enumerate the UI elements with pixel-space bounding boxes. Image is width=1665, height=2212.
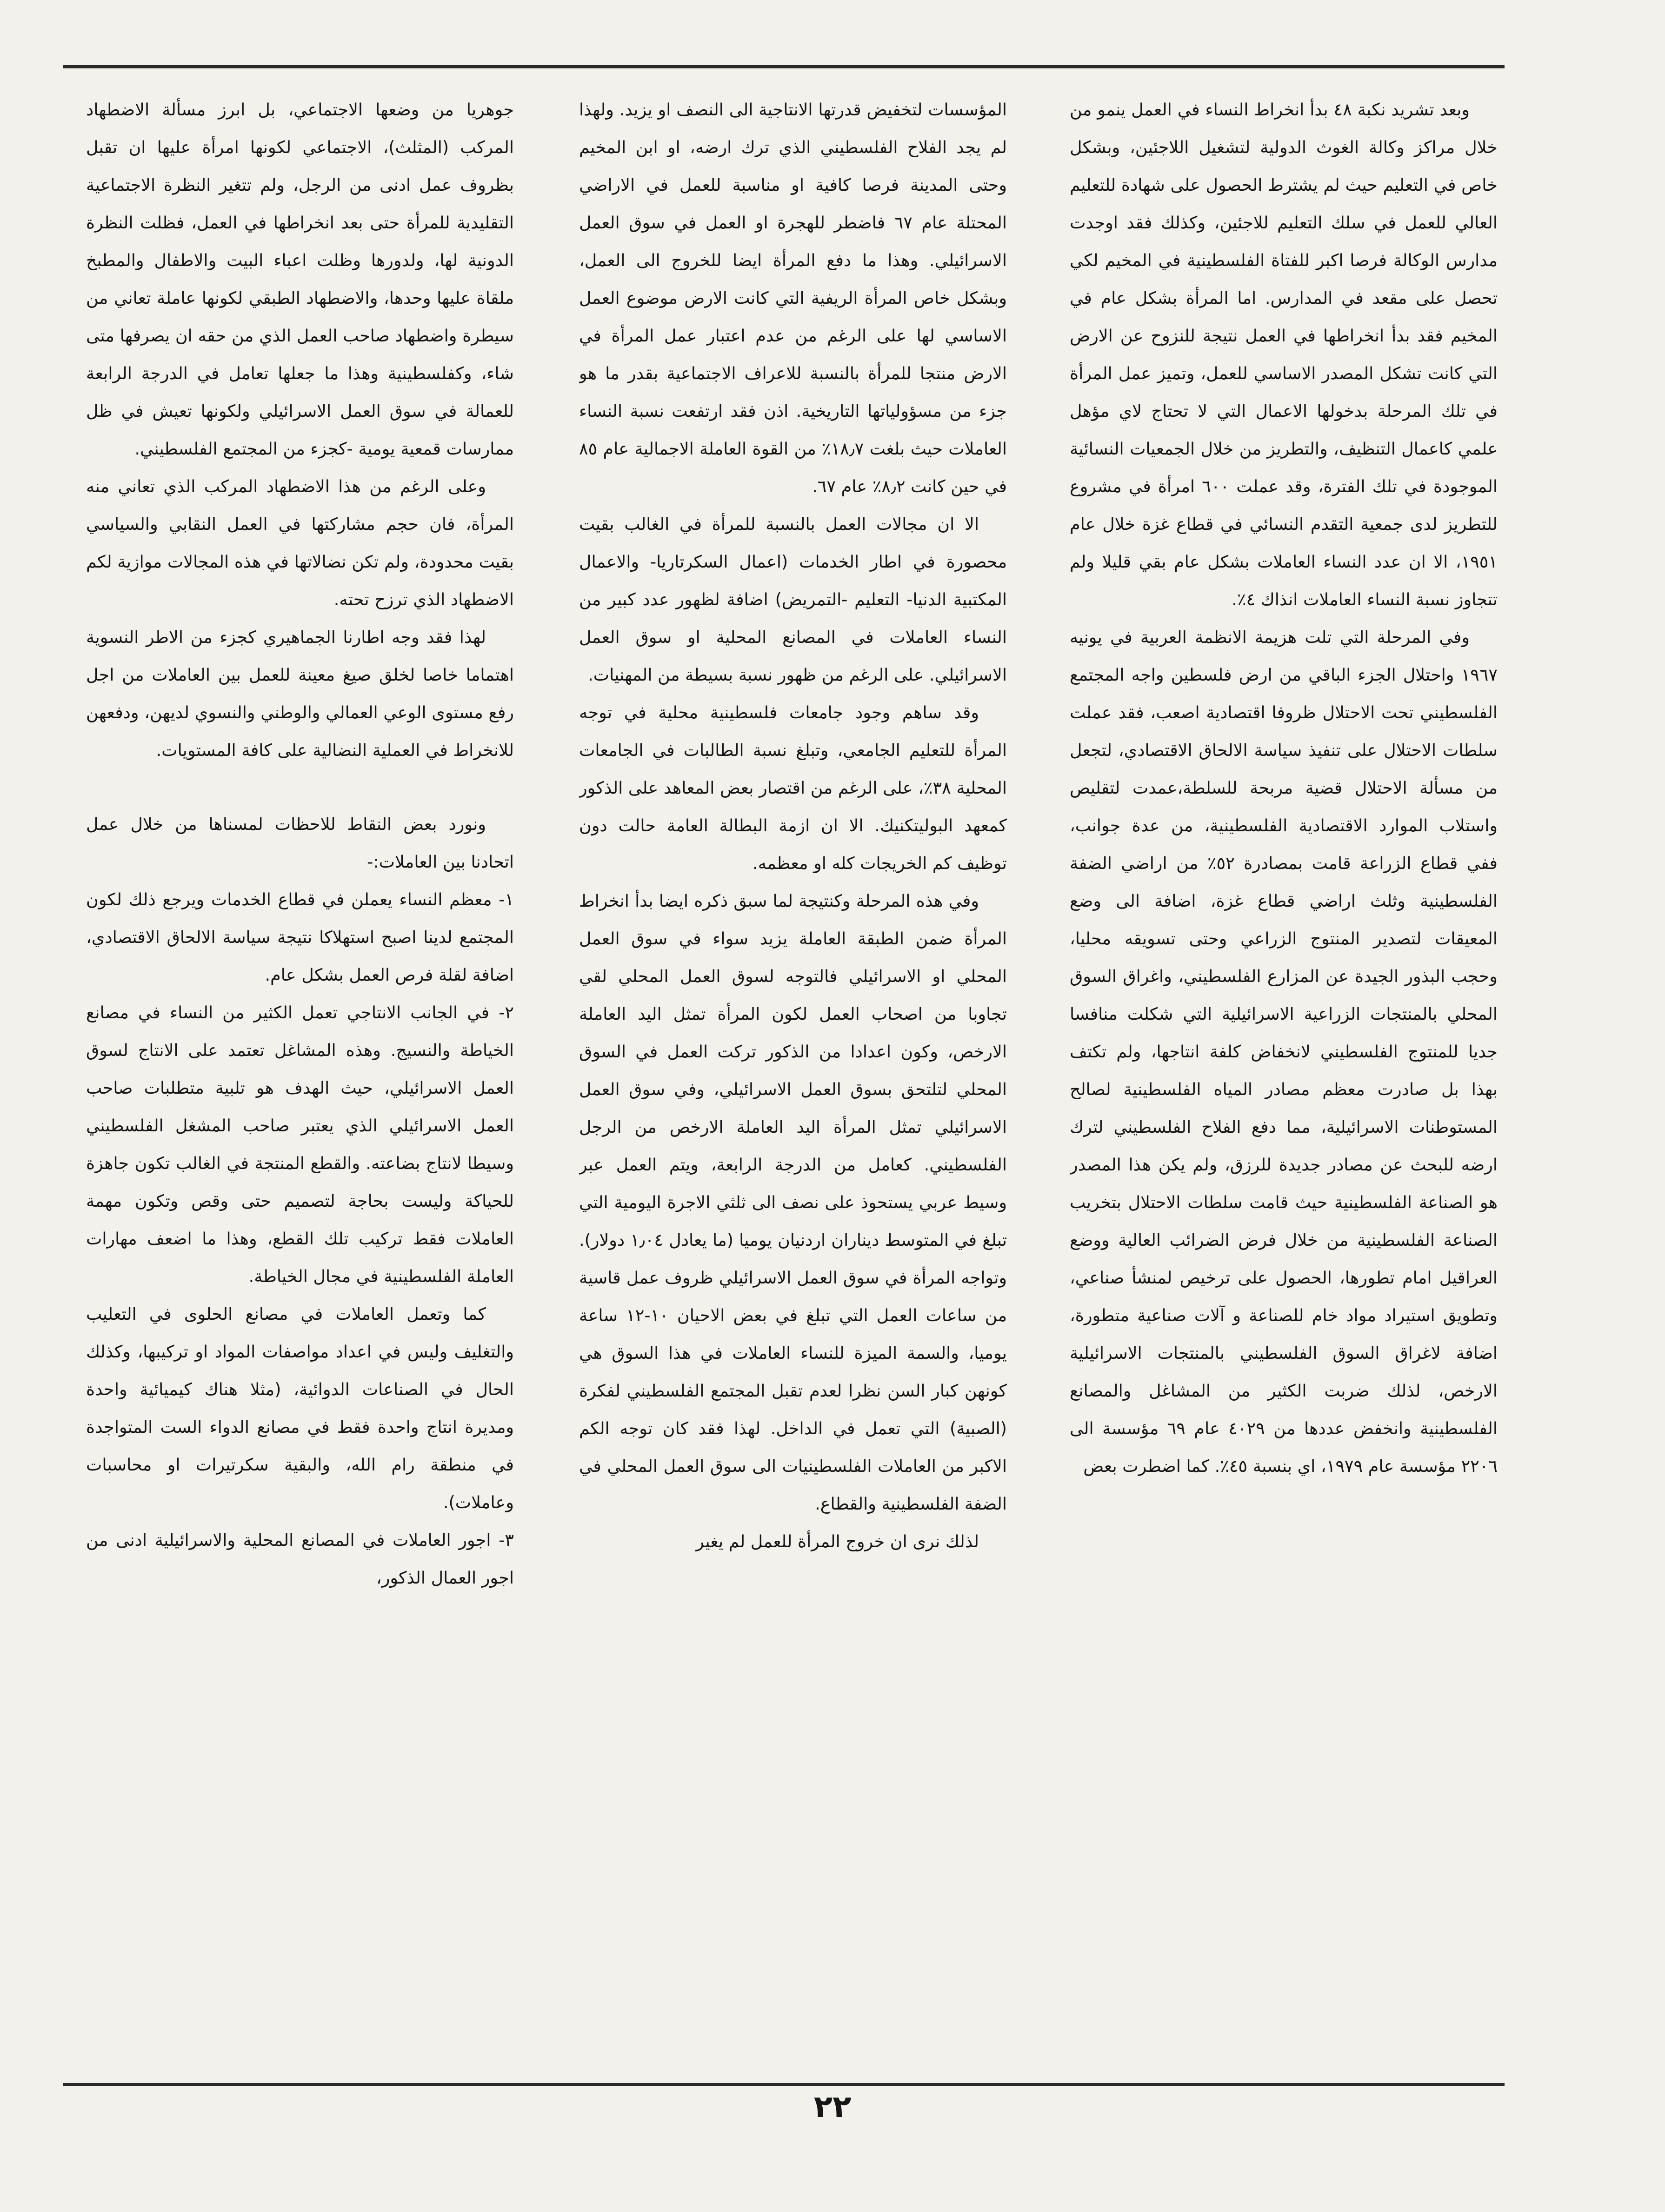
text-column-right	[1070, 91, 1498, 2056]
paragraph: وقد ساهم وجود جامعات فلسطينية محلية في توجه المرأة للتعليم الجامعي، وتبلغ نسبة الطالبات في الجامعات المحلية ٣٨٪، على الرغم من اقتصار بعض المعاهد على الذكور كمعهد البوليتكنيك. الا ان ازمة البطالة العامة حالت دون توظيف كم الخريجات كله او معظمه.	[579, 702, 1007, 873]
list-item: ٢- في الجانب الانتاجي تعمل الكثير من النساء في مصانع الخياطة والنسيج. وهذه المشاغل تعتمد على الانتاج لسوق العمل الاسرائيلي، حيث الهدف هو تلبية متطلبات صاحب العمل الاسرائيلي الذي يعتبر صاحب المشغل الفلسطيني وسيطا لانتاج بضاعته. والقطع المنتجة في الغالب تكون جاهزة للحياكة وليست بحاجة لتصميم حتى وقص وتكون مهمة العاملات فقط تركيب تلك القطع، وهذا ما اضعف مهارات العاملة الفلسطينية في مجال الخياطة.	[86, 1002, 514, 1286]
text-column-middle	[579, 91, 1007, 2056]
list-item: ٣- اجور العاملات في المصانع المحلية والاسرائيلية ادنى من اجور العمال الذكور،	[86, 1530, 514, 1588]
paragraph: وفي المرحلة التي تلت هزيمة الانظمة العربية في يونيه ١٩٦٧ واحتلال الجزء الباقي من ارض فلسطين واجه المجتمع الفلسطيني تحت الاحتلال ظروفا اقتصادية اصعب، فقد عملت سلطات الاحتلال على تنفيذ سياسة الالحاق الاقتصادي، لتجعل من مسألة الاحتلال قضية مربحة للسلطة،عمدت لتقليص واستلاب الموارد الاقتصادية الفلسطينية، من عدة جوانب، ففي قطاع الزراعة قامت بمصادرة ٥٢٪ من اراضي الضفة الفلسطينية وثلث اراضي قطاع غزة، اضافة الى وضع المعيقات لتصدير المنتوج الزراعي وحتى تسويقه محليا، وحجب البذور الجيدة عن المزارع الفلسطيني، واغراق السوق المحلي بالمنتجات الزراعية الاسرائيلية التي شكلت منافسا جديا للمنتوج الفلسطيني لانخفاض كلفة انتاجها، ولم تكتف بهذا بل صادرت معظم مصادر المياه الفلسطينية لصالح المستوطنات الاسرائيلية، مما دفع الفلاح الفلسطيني لترك ارضه للبحث عن مصادر جديدة للرزق، ولم يكن هذا المصدر هو الصناعة الفلسطينية حيث قامت سلطات الاحتلال بتخريب الصناعة الفلسطينية من خلال فرض الضرائب العالية ووضع العراقيل امام تطورها، الحصول على ترخيص لمنشأ صناعي، وتطويق استيراد مواد خام للصناعة و آلات صناعية متطورة، اضافة لاغراق السوق الفلسطيني بالمنتجات الاسرائيلية الارخص، لذلك ضربت الكثير من المشاغل والمصانع الفلسطينية وانخفض عددها من ٤٠٢٩ عام ٦٩ مؤسسة الى ٢٢٠٦ مؤسسة عام ١٩٧٩، اي بنسبة ٤٥٪. كما اضطرت بعض	[1070, 627, 1498, 1476]
paragraph: المؤسسات لتخفيض قدرتها الانتاجية الى النصف او يزيد. ولهذا لم يجد الفلاح الفلسطيني الذي ترك ارضه، او ابن المخيم وحتى المدينة فرصا كافية او مناسبة للعمل في الاراضي المحتلة عام ٦٧ فاضطر للهجرة او العمل في سوق العمل الاسرائيلي. وهذا ما دفع المرأة ايضا للخروج الى العمل، وبشكل خاص المرأة الريفية التي كانت الارض موضوع العمل الاساسي لها على الرغم من عدم اعتبار عمل المرأة في الارض منتجا للمرأة بالنسبة للاعراف الاجتماعية بقدر ما هو جزء من مسؤولياتها التاريخية. اذن فقد ارتفعت نسبة النساء العاملات حيث بلغت ١٨٫٧٪ من القوة العاملة الاجمالية عام ٨٥ في حين كانت ٨٫٢٪ عام ٦٧.	[579, 100, 1007, 496]
paragraph: كما وتعمل العاملات في مصانع الحلوى في التعليب والتغليف وليس في اعداد مواصفات المواد او تركيبها، وكذلك الحال في الصناعات الدوائية، (مثلا هناك كيميائية واحدة ومديرة انتاج واحدة فقط في مصانع الدواء الست المتواجدة في منطقة رام الله، والبقية سكرتيرات او محاسبات وعاملات).	[86, 1304, 514, 1512]
paragraph: وعلى الرغم من هذا الاضطهاد المركب الذي تعاني منه المرأة، فان حجم مشاركتها في العمل النقابي والسياسي بقيت محدودة، ولم تكن نضالاتها في هذه المجالات موازية لكم الاضطهاد الذي ترزح تحته.	[86, 476, 514, 609]
paragraph: لهذا فقد وجه اطارنا الجماهيري كجزء من الاطر النسوية اهتماما خاصا لخلق صيغ معينة للعمل بين العاملات من اجل رفع مستوى الوعي العمالي والوطني والنسوي لديهن، ودفعهن للانخراط في العملية النضالية على كافة المستويات.	[86, 627, 514, 760]
paragraph: الا ان مجالات العمل بالنسبة للمرأة في الغالب بقيت محصورة في اطار الخدمات (اعمال السكرتاريا- والاعمال المكتبية الدنيا- التعليم -التمريض) اضافة لظهور عدد كبير من النساء العاملات في المصانع المحلية او سوق العمل الاسرائيلي. على الرغم من ظهور نسبة بسيطة من المهنيات.	[579, 514, 1007, 685]
paragraph: وبعد تشريد نكبة ٤٨ بدأ انخراط النساء في العمل ينمو من خلال مراكز وكالة الغوث الدولية لتشغيل اللاجئين، وبشكل خاص في التعليم حيث لم يشترط الحصول على شهادة للتعليم العالي للعمل في سلك التعليم للاجئين، وكذلك فقد اوجدت مدارس الوكالة فرصا اكبر للفتاة الفلسطينية في المخيم لكي تحصل على مقعد في المدارس. اما المرأة بشكل عام في المخيم فقد بدأ انخراطها في العمل نتيجة للنزوح عن الارض التي كانت تشكل المصدر الاساسي للعمل، وتميز عمل المرأة في تلك المرحلة بدخولها الاعمال التي لا تحتاج لاي مؤهل علمي كاعمال التنظيف، والتطريز من خلال الجمعيات النسائية الموجودة في تلك الفترة، وقد عملت ٦٠٠ امرأة في مشروع للتطريز لدى جمعية التقدم النسائي في قطاع غزة خلال عام ١٩٥١، الا ان عدد النساء العاملات بشكل عام بقي قليلا ولم تتجاوز نسبة النساء العاملات انذاك ٤٪.	[1070, 100, 1498, 609]
paragraph: ونورد بعض النقاط للاحظات لمسناها من خلال عمل اتحادنا بين العاملات:-	[86, 814, 514, 872]
paragraph: لذلك نرى ان خروج المرأة للعمل لم يغير	[696, 1531, 979, 1551]
list-item: ١- معظم النساء يعملن في قطاع الخدمات ويرجع ذلك لكون المجتمع لدينا اصبح استهلاكا نتيجة سياسة الالحاق الاقتصادي، اضافة لقلة فرص العمل بشكل عام.	[86, 889, 514, 985]
text-column-left	[86, 91, 514, 2056]
page-number: ٢٢	[813, 2089, 852, 2125]
paragraph: وفي هذه المرحلة وكنتيجة لما سبق ذكره ايضا بدأ انخراط المرأة ضمن الطبقة العاملة يزيد سواء في سوق العمل المحلي او الاسرائيلي فالتوجه لسوق العمل المحلي لقي تجاوبا من اصحاب العمل لكون المرأة تمثل اليد العاملة الارخص، وكون اعدادا من الذكور تركت العمل في السوق المحلي لتلتحق بسوق العمل الاسرائيلي، وفي سوق العمل الاسرائيلي تمثل المرأة اليد العاملة الارخص من الرجل الفلسطيني. كعامل من الدرجة الرابعة، ويتم العمل عبر وسيط عربي يستحوذ على نصف الى ثلثي الاجرة اليومية التي تبلغ في المتوسط ديناران اردنيان يوميا (ما يعادل ١٫٠٤ دولار). وتواجه المرأة في سوق العمل الاسرائيلي ظروف عمل قاسية من ساعات العمل التي تبلغ في بعض الاحيان ١٠-١٢ ساعة يوميا، والسمة الميزة للنساء العاملات في هذا السوق هي كونهن كبار السن نظرا لعدم تقبل المجتمع الفلسطيني لفكرة (الصبية) التي تعمل في الداخل. لهذا فقد كان توجه الكم الاكبر من العاملات الفلسطينيات الى سوق العمل المحلي في الضفة الفلسطينية والقطاع.	[579, 891, 1007, 1514]
top-rule	[63, 65, 1505, 68]
paragraph: جوهريا من وضعها الاجتماعي، بل ابرز مسألة الاضطهاد المركب (المثلث)، الاجتماعي لكونها امرأة عليها ان تقبل بظروف عمل ادنى من الرجل، ولم تتغير النظرة الاجتماعية التقليدية للمرأة حتى بعد انخراطها في العمل، فظلت النظرة الدونية لها، ولدورها وظلت اعباء البيت والاطفال والمطبخ ملقاة عليها وحدها، والاضطهاد الطبقي لكونها عاملة تعاني من سيطرة واضطهاد صاحب العمل الذي من حقه ان يصرفها متى شاء، وكفلسطينية وهذا ما جعلها تعامل في الدرجة الرابعة للعمالة في سوق العمل الاسرائيلي ولكونها تعيش في ظل ممارسات قمعية يومية -كجزء من المجتمع الفلسطيني.	[86, 100, 514, 459]
bottom-rule	[63, 2083, 1505, 2086]
